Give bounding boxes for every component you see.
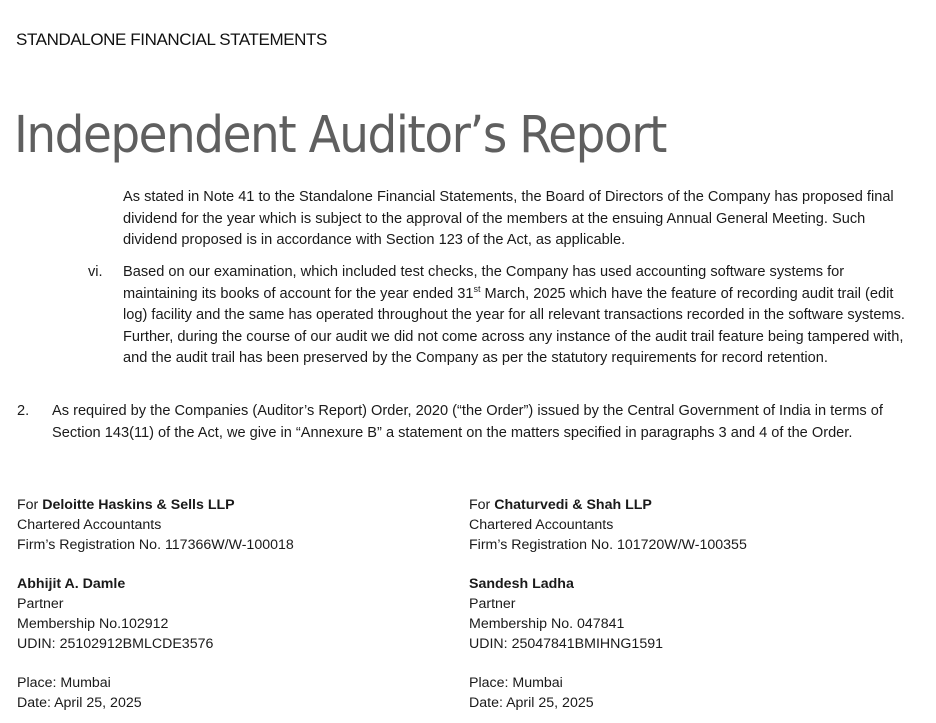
firm-registration: Firm’s Registration No. 101720W/W-100355: [469, 536, 747, 553]
section-header: STANDALONE FINANCIAL STATEMENTS: [16, 30, 327, 49]
list-marker-vi: vi.: [88, 264, 103, 280]
list-marker-2: 2.: [17, 403, 30, 419]
signatory-name: Sandesh Ladha: [469, 576, 574, 593]
signatory-role: Partner: [469, 596, 516, 613]
place: Place: Mumbai: [469, 675, 563, 692]
signature-block-deloitte: [17, 496, 457, 714]
udin: UDIN: 25047841BMIHNG1591: [469, 635, 663, 652]
firm-name: Deloitte Haskins & Sells LLP: [42, 497, 235, 513]
date: Date: April 25, 2025: [17, 695, 142, 712]
membership-number: Membership No.102912: [17, 615, 169, 632]
signatory-role: Partner: [17, 596, 64, 613]
dividend-paragraph: As stated in Note 41 to the Standalone Financial Statements, the Board of Directors of the Company has proposed final dividend for the year which is subject to the approval of the members at the ensuing Annual General Meeting. Such dividend proposed is in accordance with Section 123 of the Act, as applicable.: [123, 189, 894, 249]
firm-registration: Firm’s Registration No. 117366W/W-100018: [17, 536, 294, 553]
udin: UDIN: 25102912BMLCDE3576: [17, 635, 214, 652]
place: Place: Mumbai: [17, 675, 111, 692]
audit-trail-text-start: Based on our examination, which included test checks, the Company has used accounting software systems for maintaining its books of account for the year ended 31: [123, 264, 845, 302]
for-prefix: For: [469, 497, 495, 513]
for-prefix: For: [17, 497, 43, 513]
ordinal-suffix: st: [473, 283, 481, 294]
firm-line: [17, 496, 457, 516]
firm-type: Chartered Accountants: [469, 516, 614, 533]
membership-number: Membership No. 047841: [469, 615, 625, 632]
firm-line: [469, 496, 909, 516]
firm-type: Chartered Accountants: [17, 516, 162, 533]
signature-block-chaturvedi: [469, 496, 909, 714]
signatory-name: Abhijit A. Damle: [17, 576, 126, 593]
date: Date: April 25, 2025: [469, 695, 594, 712]
page-title: Independent Auditor’s Report: [14, 106, 666, 165]
firm-name: Chaturvedi & Shah LLP: [494, 497, 652, 513]
audit-trail-paragraph: [123, 262, 913, 370]
caro-order-paragraph: As required by the Companies (Auditor’s Report) Order, 2020 (“the Order”) issued by the Central Government of India in terms of Section 143(11) of the Act, we give in “Annexure B” a statement on the matters specified in paragraphs 3 and 4 of the Order.: [52, 403, 883, 441]
audit-trail-text-end: March, 2025 which have the feature of recording audit trail (edit log) facility and the same has operated throughout the year for all relevant transactions recorded in the software systems. Further, during the course of our audit we did not come across any instance of the audit trail feature being tampered with, and the audit trail has been preserved by the Company as per the statutory requirements for record retention.: [123, 285, 905, 367]
